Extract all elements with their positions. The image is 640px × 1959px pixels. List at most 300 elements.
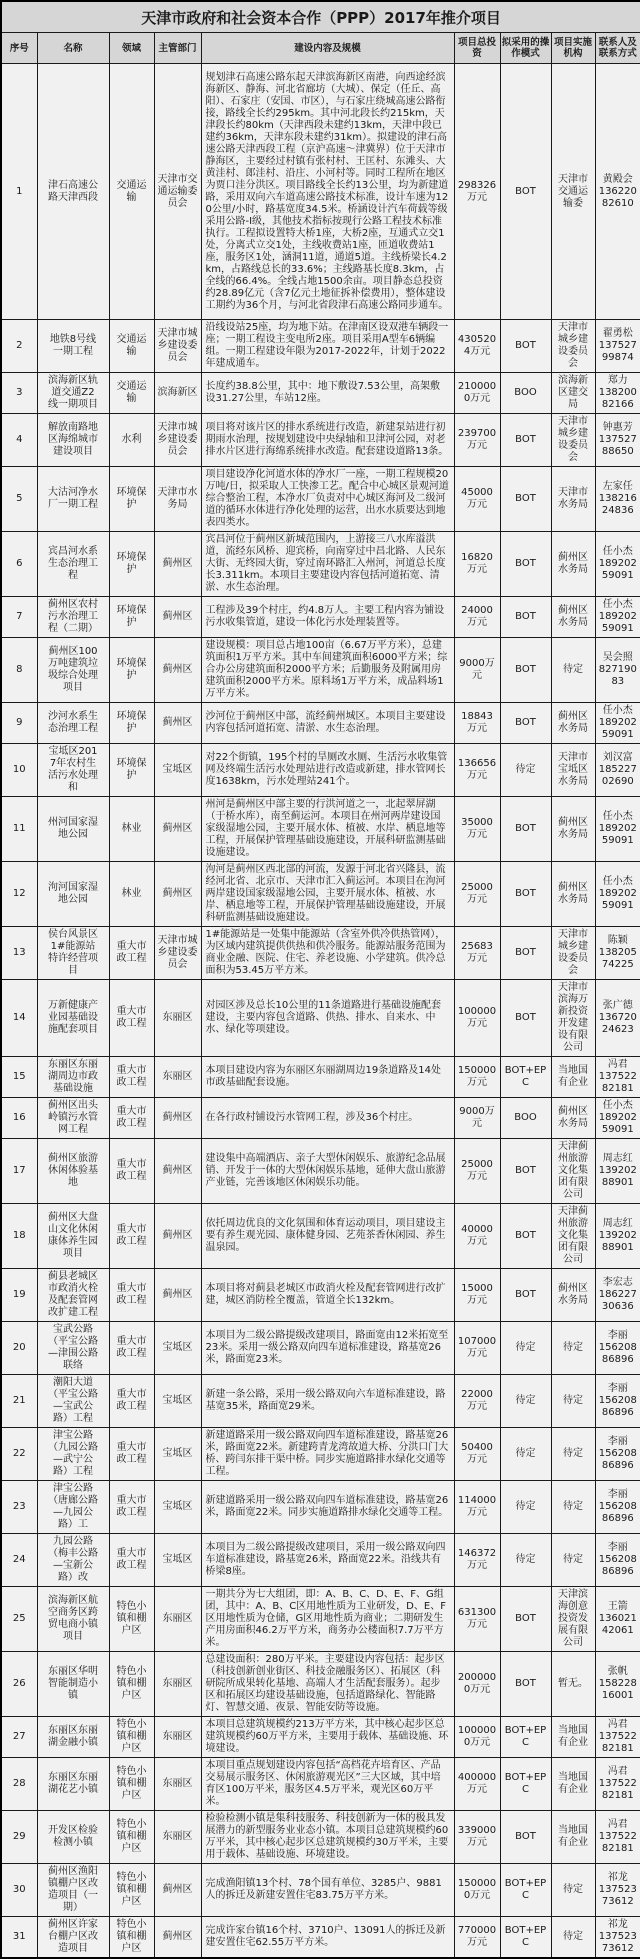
cell-operation-mode: BOT: [500, 703, 551, 744]
column-header-6: 拟采用的操作模式: [500, 33, 551, 64]
cell-description: 规划津石高速公路东起天津滨海新区南港，向西途经滨海新区、静海、河北省廊坊（大城）、保定（任丘、高阳）、石家庄（安国、市区），与石家庄绕城高速公路衔接，路线全长约295km。其中河北段长约215km，天津段长约80km（天津西段未建约13km，天津中段已建约36km，天津东段未建约31km）。拟建设的津石高速公路天津西段工程（京沪高速～津冀界）位于天津市静海区，主要经过村镇有张村村、王匡村、东滩头、大黄洼村、郎洼村、沿庄、小河村等。同时工程所在地区为贾口洼分洪区。项目路线全长约13公里，均为新建道路，采用双向六车道高速公路技术标准，设计车速为120公里/小时，路基宽度34.5米。桥涵设计汽车荷载等级采用公路-I级，其他技术指标按现行公路工程技术标准执行。工程拟设置特大桥1座，大桥2座，互通式立交1处，分离式立交1处，主线收费站1座，匝道收费站1座，服务区1处，涵洞11道，通道5道。主线桥梁长4.2km，占路线总长的33.6%；主线路基长度8.3km，占全线的66.4%。全线占地1500余亩。项目静态总投资约28.89亿元（含7亿元土地征拆补偿费用），整体建设工期约为36个月，与河北省段津石高速公路同步通车。: [201, 64, 454, 320]
cell-description: 项目将对该片区的排水系统进行改造，新建泵站进行初期雨水治理，按规划建设中央绿轴和卫津河公园，对老排水片区进行海绵系统排水改造。配套建设道路13条。: [201, 414, 454, 467]
contact-person-name: 任小杰: [602, 599, 633, 610]
cell-project-name: 东丽区华明智能制造小镇: [37, 1652, 109, 1717]
cell-description: 新建一条公路，采用一级公路双向六车道标准建设，路基宽35米，路面宽29米。: [201, 1375, 454, 1428]
cell-total-investment: 107000万元: [454, 1322, 500, 1375]
cell-index: 9: [1, 703, 37, 744]
cell-department: 蓟州区: [154, 597, 201, 638]
cell-total-investment: 1000000万元: [454, 1717, 500, 1758]
contact-person-name: 李丽: [607, 1383, 628, 1394]
cell-field: 重大市政工程: [109, 1322, 154, 1375]
cell-contact: [595, 532, 640, 597]
contact-person-name: 李丽: [607, 1489, 628, 1500]
cell-operation-mode: BOT: [500, 320, 551, 373]
cell-field: 特色小镇和棚户区: [109, 1917, 154, 1959]
contact-phone-number: 13752788650: [598, 434, 637, 457]
cell-department: 东丽区: [154, 980, 201, 1057]
cell-implementing-agency: 待定: [551, 1375, 595, 1428]
cell-description: 1#能源站是一处集中能源站（含室外供冷供热管网），为区域内建筑提供供热和供冷服务。能源站服务范围为商业金融、医院、住宅、养老设施、小学建筑。供冷总面积为53.45万平方米。: [201, 927, 454, 980]
cell-operation-mode: BOT: [500, 467, 551, 532]
contact-phone-number: 18920259091: [598, 717, 637, 740]
cell-index: 3: [1, 373, 37, 414]
cell-operation-mode: BOO: [500, 1098, 551, 1139]
cell-implementing-agency: 当地国有企业: [551, 1717, 595, 1758]
cell-total-investment: 25000万元: [454, 1139, 500, 1204]
cell-total-investment: 1500000万元: [454, 1864, 500, 1917]
cell-total-investment: 24000万元: [454, 597, 500, 638]
table-row: [1, 320, 640, 373]
cell-field: 环境保护: [109, 703, 154, 744]
cell-project-name: 蓟州区出头岭镇污水管网工程: [37, 1098, 109, 1139]
cell-description: 在各行政村铺设污水管网工程，涉及36个村庄。: [201, 1098, 454, 1139]
cell-implementing-agency: 天津市宝坻区水务局: [551, 744, 595, 797]
cell-operation-mode: 待定: [500, 744, 551, 797]
table-row: [1, 1917, 640, 1959]
cell-project-name: 宝坻区2017年农村生活污水处理和: [37, 744, 109, 797]
cell-index: 21: [1, 1375, 37, 1428]
cell-field: 林业: [109, 797, 154, 862]
column-header-7: 项目实施机构: [551, 33, 595, 64]
cell-index: 2: [1, 320, 37, 373]
cell-department: 蓟州区: [154, 638, 201, 703]
table-row: [1, 927, 640, 980]
cell-operation-mode: BOT: [500, 638, 551, 703]
cell-field: 特色小镇和棚户区: [109, 1652, 154, 1717]
cell-contact: [595, 862, 640, 927]
cell-total-investment: 114000万元: [454, 1481, 500, 1534]
cell-description: 检验检测小镇是集科技服务、科技创新为一体的极具发展潜力的新型服务业业态小镇。本项目总建筑规模约60万平米，其中核心起步区总建筑规模约30万平米，主要用于载体、基础设施、环境建设。: [201, 1811, 454, 1864]
cell-description: 建设规模：项目总占地100亩（6.67万平方米），总建筑面积1万平方米。其中车间建筑面积6000平方米；综合办公房建筑面积2000平方米；后勤服务及附属用房建筑面积2000平方米。原料场1万平方米，成品料场1万平方米。: [201, 638, 454, 703]
cell-index: 20: [1, 1322, 37, 1375]
cell-implementing-agency: 天津市城乡建设委员会: [551, 414, 595, 467]
cell-operation-mode: BOT: [500, 64, 551, 320]
cell-total-investment: 25683万元: [454, 927, 500, 980]
column-header-8: 联系人及联系方式: [595, 33, 640, 64]
cell-field: 重大市政工程: [109, 1057, 154, 1098]
table-row: [1, 1098, 640, 1139]
column-header-2: 领域: [109, 33, 154, 64]
cell-operation-mode: 待定: [500, 1375, 551, 1428]
cell-department: 蓟州区: [154, 1204, 201, 1269]
cell-project-name: 侯台风景区1#能源站特许经营项目: [37, 927, 109, 980]
cell-project-name: 滨海新区航空商务区跨贸电商小镇项目: [37, 1587, 109, 1652]
cell-project-name: 蓟州区大盘山文化休闲康体养生园项目: [37, 1204, 109, 1269]
cell-index: 28: [1, 1758, 37, 1811]
cell-total-investment: 400000万元: [454, 1758, 500, 1811]
cell-field: 重大市政工程: [109, 980, 154, 1057]
cell-department: 蓟州区: [154, 532, 201, 597]
cell-description: 总建设面积：280万平米。主要建设内容包括：起步区（科技创新创业街区、科技金融服务区）、拓展区（科研院所成果转化基地、高端人才生活配套服务）。起步区和拓展区均建设基础设施，包括道路绿化、智能路灯、智慧交通、夜景、智能安防等设施。: [201, 1652, 454, 1717]
contact-phone-number: 15620886896: [598, 1448, 637, 1471]
contact-person-name: 冯君: [607, 1819, 628, 1830]
contact-person-name: 任小杰: [602, 546, 633, 557]
cell-implementing-agency: 蓟州区水务局: [551, 1098, 595, 1139]
cell-contact: [595, 64, 640, 320]
cell-project-name: 九园公路（梅丰公路—宝新公路）改: [37, 1534, 109, 1587]
cell-contact: [595, 1864, 640, 1917]
cell-index: 17: [1, 1139, 37, 1204]
cell-implementing-agency: 待定: [551, 1428, 595, 1481]
cell-index: 26: [1, 1652, 37, 1717]
cell-operation-mode: BOT+EPC: [500, 1758, 551, 1811]
cell-project-name: 津石高速公路天津西段: [37, 64, 109, 320]
cell-total-investment: 22000万元: [454, 1375, 500, 1428]
cell-index: 31: [1, 1917, 37, 1959]
cell-description: 长度约38.8公里，其中：地下敷设7.53公里，高架敷设31.27公里，车站12座。: [201, 373, 454, 414]
cell-field: 环境保护: [109, 638, 154, 703]
cell-field: 重大市政工程: [109, 1481, 154, 1534]
cell-index: 10: [1, 744, 37, 797]
cell-project-name: 开发区检验检测小镇: [37, 1811, 109, 1864]
cell-total-investment: 40000万元: [454, 1204, 500, 1269]
table-row: [1, 1057, 640, 1098]
cell-implementing-agency: 天津滨海创意投资发展有限公司: [551, 1587, 595, 1652]
cell-project-name: 蓟州区农村污水治理工程（二期）: [37, 597, 109, 638]
cell-field: 重大市政工程: [109, 1269, 154, 1322]
cell-department: 宝坻区: [154, 1322, 201, 1375]
cell-index: 13: [1, 927, 37, 980]
cell-department: 宝坻区: [154, 1481, 201, 1534]
table-row: [1, 797, 640, 862]
cell-field: 重大市政工程: [109, 1204, 154, 1269]
cell-project-name: 东丽区东丽湖周边市政基础设施: [37, 1057, 109, 1098]
cell-field: 交通运输: [109, 320, 154, 373]
contact-phone-number: 18920259091: [598, 558, 637, 581]
cell-implementing-agency: 待定: [551, 1864, 595, 1917]
cell-implementing-agency: 天津市城乡建设委员会: [551, 320, 595, 373]
column-header-1: 名称: [37, 33, 109, 64]
cell-operation-mode: BOT: [500, 1587, 551, 1652]
cell-department: 东丽区: [154, 1587, 201, 1652]
contact-person-name: 刘汉富: [602, 752, 633, 763]
cell-project-name: 滨海新区轨道交通Z2线一期项目: [37, 373, 109, 414]
cell-project-name: 蓟州区旅游休闲体验基地: [37, 1139, 109, 1204]
cell-operation-mode: BOT: [500, 862, 551, 927]
cell-project-name: 东丽区东丽湖花艺小镇: [37, 1758, 109, 1811]
contact-person-name: 冯君: [607, 1059, 628, 1070]
cell-field: 特色小镇和棚户区: [109, 1811, 154, 1864]
cell-project-name: 沙河水系生态治理工程: [37, 703, 109, 744]
cell-implementing-agency: 蓟州区水务局: [551, 862, 595, 927]
cell-department: 东丽区: [154, 1758, 201, 1811]
cell-contact: [595, 797, 640, 862]
cell-index: 5: [1, 467, 37, 532]
cell-description: 一期共分为七大组团，即：A、B、C、D、E、F、G组团，其中：A、B、C区用地性质为工业研发，D、E、F区用地性质为仓储，G区用地性质为商业；二期研发生产用房面积46.2万平方米，商务办公楼面积7.7万平方米。: [201, 1587, 454, 1652]
cell-operation-mode: 待定: [500, 1534, 551, 1587]
contact-person-name: 李丽: [607, 1330, 628, 1341]
cell-implementing-agency: 蓟州区水务局: [551, 797, 595, 862]
cell-field: 重大市政工程: [109, 1098, 154, 1139]
cell-description: 沙河位于蓟州区中部，流经蓟州城区。本项目主要建设内容包括河道拓宽、清淤、水生态治理。: [201, 703, 454, 744]
table-row: [1, 1481, 640, 1534]
cell-contact: [595, 320, 640, 373]
cell-contact: [595, 1098, 640, 1139]
cell-total-investment: 4305204万元: [454, 320, 500, 373]
cell-contact: [595, 467, 640, 532]
cell-total-investment: 25000万元: [454, 862, 500, 927]
contact-person-name: 张广德: [602, 1000, 633, 1011]
cell-department: 天津市城乡建设委员会: [154, 414, 201, 467]
cell-project-name: 大沽河净水厂一期工程: [37, 467, 109, 532]
cell-operation-mode: BOT: [500, 1204, 551, 1269]
cell-implementing-agency: 蓟州区水务局: [551, 597, 595, 638]
contact-phone-number: 13920288901: [598, 1230, 637, 1253]
cell-total-investment: 770000万元: [454, 1917, 500, 1959]
cell-project-name: 万新健康产业园基础设施配套项目: [37, 980, 109, 1057]
cell-total-investment: 2100000万元: [454, 373, 500, 414]
contact-phone-number: 15620886896: [598, 1342, 637, 1365]
table-row: [1, 1204, 640, 1269]
cell-contact: [595, 1322, 640, 1375]
cell-index: 15: [1, 1057, 37, 1098]
table-row: [1, 597, 640, 638]
contact-phone-number: 13820574225: [598, 947, 637, 970]
cell-index: 6: [1, 532, 37, 597]
cell-total-investment: 298326万元: [454, 64, 500, 320]
cell-description: 本项目建设内容为东丽区东丽湖周边19条道路及14处市政基础配套设施。: [201, 1057, 454, 1098]
cell-department: 蓟州区: [154, 1917, 201, 1959]
cell-total-investment: 100000万元: [454, 980, 500, 1057]
cell-implementing-agency: 蓟州区水务局: [551, 703, 595, 744]
cell-project-name: 蓟州区许家台棚户区改造项目: [37, 1917, 109, 1959]
cell-contact: [595, 414, 640, 467]
contact-phone-number: 13602142061: [598, 1613, 637, 1636]
contact-person-name: 王箭: [607, 1601, 628, 1612]
cell-field: 环境保护: [109, 597, 154, 638]
cell-project-name: 蓟州区100万吨建筑垃圾综合处理项目: [37, 638, 109, 703]
cell-contact: [595, 703, 640, 744]
contact-person-name: 陈颖: [607, 935, 628, 946]
cell-department: 东丽区: [154, 1811, 201, 1864]
cell-field: 重大市政工程: [109, 1428, 154, 1481]
cell-index: 23: [1, 1481, 37, 1534]
cell-field: 环境保护: [109, 744, 154, 797]
cell-project-name: 泃河国家湿地公园: [37, 862, 109, 927]
cell-implementing-agency: 天津市城乡建设委员会: [551, 927, 595, 980]
contact-person-name: 任小杰: [602, 705, 633, 716]
contact-person-name: 祁龙: [607, 1919, 628, 1930]
contact-person-name: 郑力: [607, 375, 628, 386]
cell-index: 19: [1, 1269, 37, 1322]
contact-person-name: 左家任: [602, 481, 633, 492]
table-row: [1, 1758, 640, 1811]
cell-total-investment: 239700万元: [454, 414, 500, 467]
cell-operation-mode: BOT+EPC: [500, 1917, 551, 1959]
cell-total-investment: 150000万元: [454, 1057, 500, 1098]
cell-description: 对园区涉及总长10公里的11条道路进行基础设施配套建设，主要内容包含道路、供热、排水、自来水、中水、绿化等项建设。: [201, 980, 454, 1057]
cell-operation-mode: BOT: [500, 414, 551, 467]
contact-person-name: 黄殿会: [602, 173, 633, 185]
contact-person-name: 周志红: [602, 1153, 633, 1164]
cell-description: 本项目重点规划建设内容包括“高档花卉培育区、产品交易展示服务区、休闲旅游观光区”三大区域，其中培育区100万平米，服务区4.5万平米，观光区60万平米。: [201, 1758, 454, 1811]
table-row: [1, 638, 640, 703]
cell-department: 天津市城乡建设委员会: [154, 320, 201, 373]
cell-index: 11: [1, 797, 37, 862]
cell-project-name: 蓟州区渔阳镇棚户区改造项目（一期）: [37, 1864, 109, 1917]
title-row: [1, 1, 640, 33]
cell-operation-mode: BOO: [500, 373, 551, 414]
cell-index: 22: [1, 1428, 37, 1481]
cell-contact: [595, 373, 640, 414]
cell-department: 蓟州区: [154, 1139, 201, 1204]
cell-operation-mode: 待定: [500, 1428, 551, 1481]
cell-index: 27: [1, 1717, 37, 1758]
cell-contact: [595, 1587, 640, 1652]
column-header-3: 主管部门: [154, 33, 201, 64]
contact-phone-number: 13752282181: [598, 1831, 637, 1854]
cell-description: 依托周边优良的文化氛围和体育运动项目，项目建设主要有养生观光园、康体健身园、艺苑茶香休闲园、养生温泉园。: [201, 1204, 454, 1269]
contact-phone-number: 13752282181: [598, 1071, 637, 1094]
contact-phone-number: 18920259091: [598, 888, 637, 911]
table-row: [1, 373, 640, 414]
cell-contact: [595, 1717, 640, 1758]
cell-department: 宝坻区: [154, 1428, 201, 1481]
cell-operation-mode: BOT: [500, 927, 551, 980]
cell-department: 蓟州区: [154, 1269, 201, 1322]
cell-implementing-agency: 待定: [551, 638, 595, 703]
cell-total-investment: 35000万元: [454, 797, 500, 862]
cell-index: 29: [1, 1811, 37, 1864]
cell-implementing-agency: 滨海新区建交局: [551, 373, 595, 414]
column-header-5: 项目总投资: [454, 33, 500, 64]
cell-implementing-agency: 天津市水务局: [551, 467, 595, 532]
cell-implementing-agency: 待定: [551, 1534, 595, 1587]
cell-department: 蓟州区: [154, 703, 201, 744]
cell-department: 宝坻区: [154, 744, 201, 797]
table-row: [1, 1534, 640, 1587]
contact-phone-number: 18920259091: [598, 611, 637, 634]
table-row: [1, 414, 640, 467]
cell-index: 24: [1, 1534, 37, 1587]
cell-total-investment: 146372万元: [454, 1534, 500, 1587]
cell-operation-mode: BOT: [500, 1139, 551, 1204]
cell-total-investment: 9000万元: [454, 1098, 500, 1139]
cell-department: 天津市水务局: [154, 467, 201, 532]
cell-department: 蓟州区: [154, 1864, 201, 1917]
contact-phone-number: 15620886896: [598, 1554, 637, 1577]
cell-project-name: 东丽区东丽湖金融小镇: [37, 1717, 109, 1758]
cell-operation-mode: 待定: [500, 1322, 551, 1375]
cell-project-name: 州河国家湿地公园: [37, 797, 109, 862]
cell-operation-mode: BOT: [500, 532, 551, 597]
table-row: [1, 1322, 640, 1375]
cell-index: 30: [1, 1864, 37, 1917]
cell-implementing-agency: 当地国有企业: [551, 1057, 595, 1098]
cell-index: 25: [1, 1587, 37, 1652]
cell-implementing-agency: 天津蓟州旅游文化集团有限公司: [551, 1204, 595, 1269]
cell-description: 州河是蓟州区中部主要的行洪河道之一，北起翠屏湖（于桥水库），南至蓟运河。本项目在州河两岸建设国家级湿地公园，主要开展水体、植被、水岸、栖息地等工程，开展保护管理基础设施建设，开展科研监测基础设施建设。: [201, 797, 454, 862]
cell-project-name: 宝武公路（平宝公路—津围公路联络: [37, 1322, 109, 1375]
cell-total-investment: 9000万元: [454, 638, 500, 703]
cell-implementing-agency: 蓟州区水务局: [551, 532, 595, 597]
cell-department: 蓟州区: [154, 1098, 201, 1139]
column-header-0: 序号: [1, 33, 37, 64]
contact-person-name: 李丽: [607, 1542, 628, 1553]
cell-implementing-agency: 待定: [551, 1481, 595, 1534]
cell-department: 东丽区: [154, 1652, 201, 1717]
cell-project-name: 地铁8号线一期工程: [37, 320, 109, 373]
column-header-row: [1, 33, 640, 64]
table-row: [1, 1652, 640, 1717]
cell-project-name: 解放南路地区海绵城市建设项目: [37, 414, 109, 467]
cell-contact: [595, 1139, 640, 1204]
contact-phone-number: 18920259091: [598, 1112, 637, 1135]
table-row: [1, 1717, 640, 1758]
cell-operation-mode: BOT+EPC: [500, 1057, 551, 1098]
contact-person-name: 任小杰: [602, 876, 633, 887]
cell-field: 交通运输: [109, 373, 154, 414]
cell-field: 特色小镇和棚户区: [109, 1864, 154, 1917]
cell-operation-mode: BOT+EPC: [500, 1717, 551, 1758]
cell-operation-mode: 待定: [500, 1481, 551, 1534]
contact-phone-number: 13752373612: [598, 1884, 637, 1907]
cell-description: 沿线设站25座，均为地下站。在津南区设双港车辆段一座；一期工程设主变电所2座。项目采用A型车6辆编组。一期工程建设年限为2017-2022年，计划于2022年建成通车。: [201, 320, 454, 373]
cell-description: 本项目为二级公路提级改建项目，路面宽由12米拓宽至23米。采用一级公路双向四车道标准建设，路基宽26米，路面宽23米。: [201, 1322, 454, 1375]
cell-department: 天津市交通运输委员会: [154, 64, 201, 320]
cell-description: 新建道路采用一级公路双向四车道标准建设，路基宽26米，路面宽22米。同步实施道路排水绿化交通等工程。: [201, 1481, 454, 1534]
contact-phone-number: 13821624836: [598, 493, 637, 516]
table-row: [1, 1864, 640, 1917]
cell-description: 本项目将对蓟县老城区市政消火栓及配套管网进行改扩建，城区消防栓全覆盖，管道全长132km。: [201, 1269, 454, 1322]
cell-contact: [595, 1269, 640, 1322]
table-row: [1, 703, 640, 744]
cell-description: 本项目为二级公路提级改建项目，采用一级公路双向四车道标准建设，路基宽26米，路面宽22米。沿线共有桥梁8座。: [201, 1534, 454, 1587]
table-row: [1, 1587, 640, 1652]
contact-person-name: 周志红: [602, 1218, 633, 1229]
cell-description: 完成渔阳镇13个村、78个国有单位、3285户、9881人的拆迁及新建安置住宅83.75万平方米。: [201, 1864, 454, 1917]
cell-total-investment: 45000万元: [454, 467, 500, 532]
cell-total-investment: 15000万元: [454, 1269, 500, 1322]
cell-contact: [595, 1375, 640, 1428]
cell-implementing-agency: 当地国有企业: [551, 1811, 595, 1864]
table-row: [1, 532, 640, 597]
cell-contact: [595, 744, 640, 797]
contact-phone-number: 18920259091: [598, 823, 637, 846]
contact-person-name: 冯君: [607, 1719, 628, 1730]
cell-project-name: 蓟县老城区市政消火栓及配套管网改扩建工程: [37, 1269, 109, 1322]
cell-description: 建设集中高端酒店、亲子大型休闲娱乐、旅游纪念品展销、开发于一体的大型休闲娱乐基地，延伸大盘山旅游产业链，完善该地区休闲娱乐功能。: [201, 1139, 454, 1204]
cell-department: 宝坻区: [154, 1534, 201, 1587]
contact-person-name: 李丽: [607, 1436, 628, 1447]
cell-contact: [595, 1917, 640, 1959]
cell-contact: [595, 980, 640, 1057]
cell-department: 东丽区: [154, 1717, 201, 1758]
contact-person-name: 钟惠芳: [602, 422, 633, 433]
cell-implementing-agency: 天津市交通运输委: [551, 64, 595, 320]
cell-contact: [595, 638, 640, 703]
cell-implementing-agency: 待定: [551, 1322, 595, 1375]
cell-total-investment: 339000万元: [454, 1811, 500, 1864]
cell-index: 8: [1, 638, 37, 703]
cell-implementing-agency: 暂无。: [551, 1652, 595, 1717]
cell-contact: [595, 1204, 640, 1269]
contact-phone-number: 13752799874: [598, 340, 637, 363]
cell-description: 工程涉及39个村庄，约4.8万人。主要工程内容为铺设污水收集管道，建设一体化污水处理装置等。: [201, 597, 454, 638]
cell-project-name: 宾昌河水系生态治理工程: [37, 532, 109, 597]
cell-contact: [595, 1811, 640, 1864]
table-row: [1, 862, 640, 927]
cell-total-investment: 136656万元: [454, 744, 500, 797]
cell-field: 重大市政工程: [109, 1375, 154, 1428]
cell-contact: [595, 1428, 640, 1481]
cell-operation-mode: BOT: [500, 597, 551, 638]
cell-total-investment: 16820万元: [454, 532, 500, 597]
contact-phone-number: 82719083: [598, 664, 637, 687]
cell-index: 1: [1, 64, 37, 320]
table-row: [1, 1269, 640, 1322]
cell-department: 东丽区: [154, 1057, 201, 1098]
